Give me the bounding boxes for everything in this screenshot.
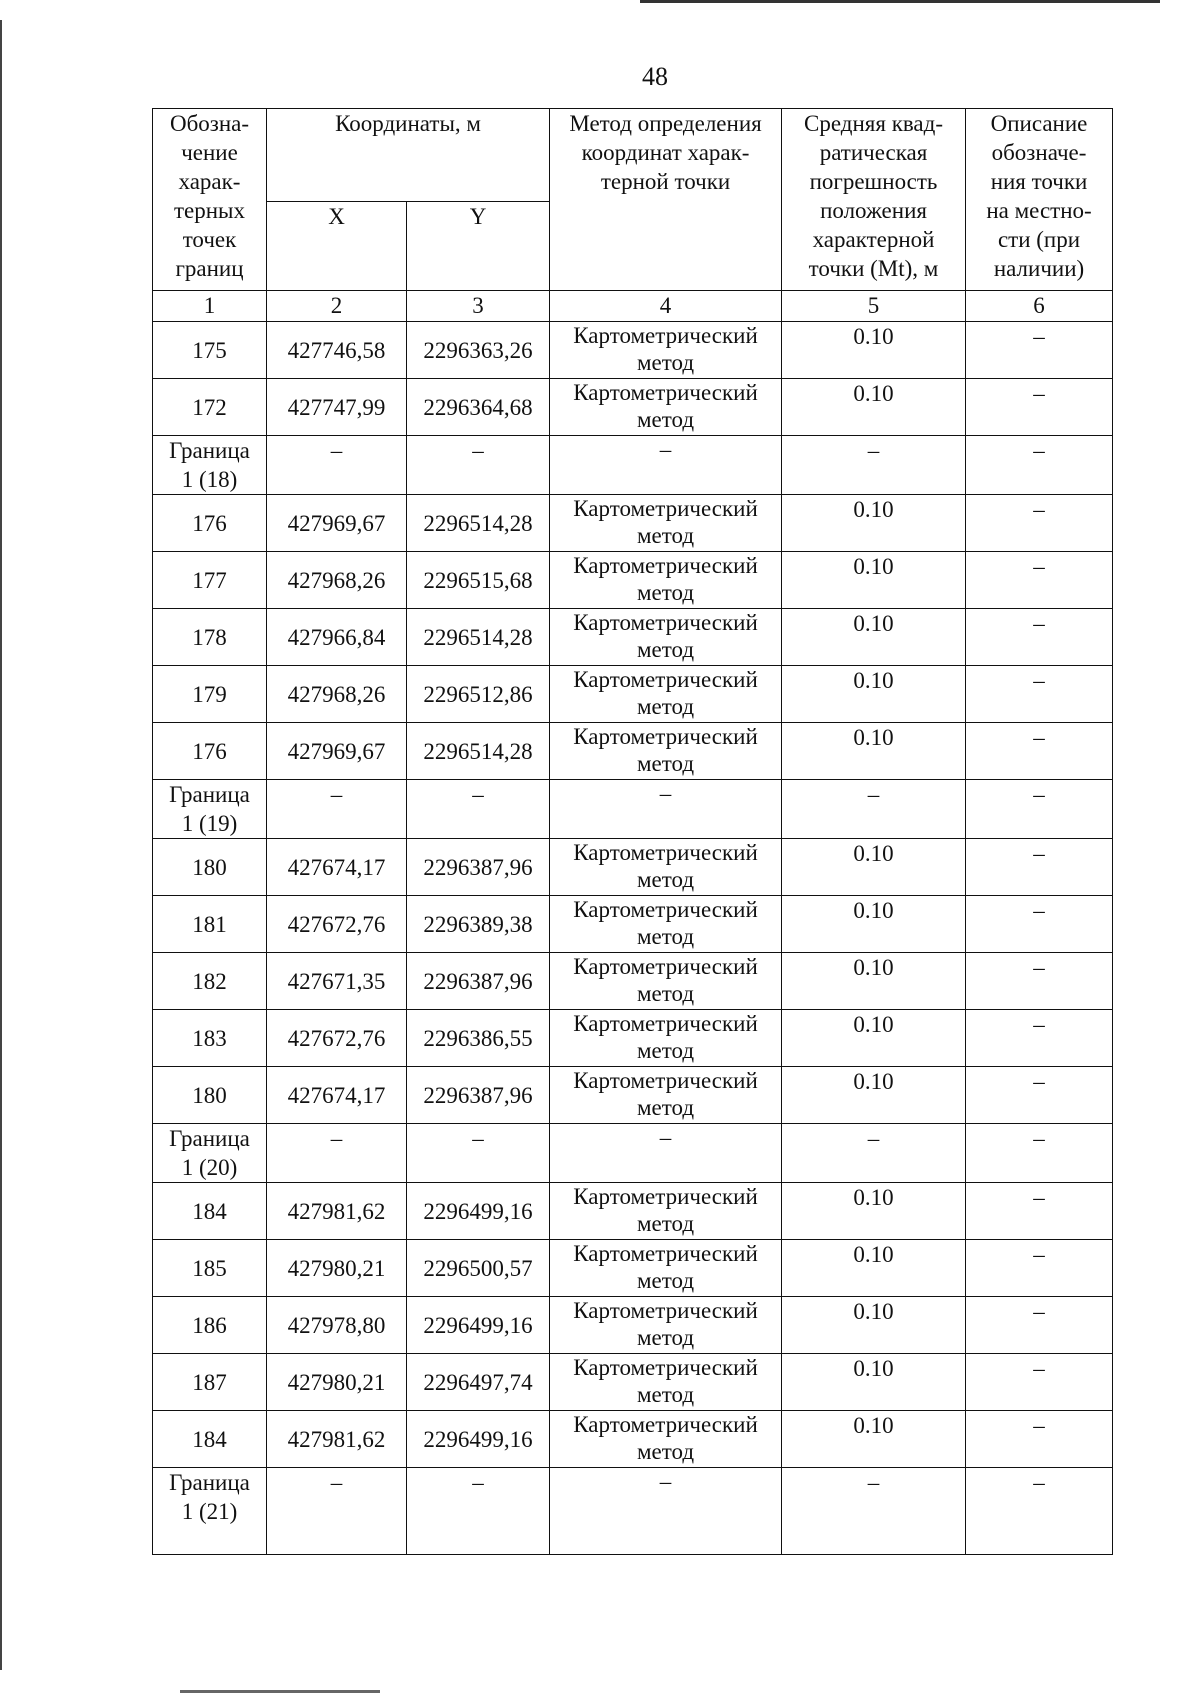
table-row [153, 609, 1113, 666]
point-id-cell: 184 [153, 1183, 267, 1240]
boundary-row [153, 780, 1113, 839]
page-number: 48 [642, 62, 668, 91]
table-row [153, 1010, 1113, 1067]
header-method: Метод определения координат харак- терной точки [550, 109, 782, 291]
point-id-cell: 177 [153, 552, 267, 609]
method-cell: Картометрический метод [550, 1067, 782, 1124]
point-id-cell: 180 [153, 839, 267, 896]
y-coordinate-cell: – [407, 1468, 550, 1555]
mt-cell: 0.10 [782, 1297, 966, 1354]
x-coordinate-cell: 427978,80 [267, 1297, 407, 1354]
description-cell: – [966, 1067, 1113, 1124]
mt-cell: 0.10 [782, 953, 966, 1010]
method-cell: Картометрический метод [550, 1411, 782, 1468]
boundary-row [153, 1468, 1113, 1555]
point-id-cell: Граница 1 (18) [153, 436, 267, 495]
y-coordinate-cell: 2296514,28 [407, 609, 550, 666]
column-number: 4 [550, 291, 782, 322]
y-coordinate-cell: 2296497,74 [407, 1354, 550, 1411]
table-header [153, 109, 1113, 322]
table-row [153, 552, 1113, 609]
mt-cell: 0.10 [782, 896, 966, 953]
x-coordinate-cell: 427980,21 [267, 1354, 407, 1411]
method-cell: Картометрический метод [550, 1240, 782, 1297]
table-row [153, 1067, 1113, 1124]
column-number: 6 [966, 291, 1113, 322]
x-coordinate-cell: 427968,26 [267, 552, 407, 609]
x-coordinate-cell: 427969,67 [267, 495, 407, 552]
y-coordinate-cell: 2296387,96 [407, 1067, 550, 1124]
method-cell: Картометрический метод [550, 1183, 782, 1240]
column-number: 1 [153, 291, 267, 322]
method-cell: – [550, 436, 782, 495]
table-row [153, 495, 1113, 552]
method-cell: – [550, 1124, 782, 1183]
method-cell: – [550, 1468, 782, 1555]
mt-cell: 0.10 [782, 1240, 966, 1297]
y-coordinate-cell: 2296387,96 [407, 953, 550, 1010]
x-coordinate-cell: 427968,26 [267, 666, 407, 723]
description-cell: – [966, 322, 1113, 379]
description-cell: – [966, 839, 1113, 896]
header-y: Y [407, 202, 550, 291]
y-coordinate-cell: 2296499,16 [407, 1411, 550, 1468]
column-number: 3 [407, 291, 550, 322]
description-cell: – [966, 1297, 1113, 1354]
description-cell: – [966, 953, 1113, 1010]
mt-cell: – [782, 436, 966, 495]
y-coordinate-cell: 2296387,96 [407, 839, 550, 896]
mt-cell: 0.10 [782, 322, 966, 379]
mt-cell: 0.10 [782, 1183, 966, 1240]
mt-cell: 0.10 [782, 1010, 966, 1067]
x-coordinate-cell: – [267, 780, 407, 839]
point-id-cell: 183 [153, 1010, 267, 1067]
x-coordinate-cell: – [267, 1468, 407, 1555]
table-row [153, 666, 1113, 723]
x-coordinate-cell: – [267, 1124, 407, 1183]
point-id-cell: 176 [153, 495, 267, 552]
x-coordinate-cell: 427672,76 [267, 896, 407, 953]
table-row [153, 379, 1113, 436]
mt-cell: – [782, 1468, 966, 1555]
y-coordinate-cell: 2296386,55 [407, 1010, 550, 1067]
header-coordinates: Координаты, м [267, 109, 550, 202]
point-id-cell: 176 [153, 723, 267, 780]
method-cell: Картометрический метод [550, 609, 782, 666]
mt-cell: 0.10 [782, 609, 966, 666]
x-coordinate-cell: 427747,99 [267, 379, 407, 436]
table-row [153, 1411, 1113, 1468]
point-id-cell: 185 [153, 1240, 267, 1297]
point-id-cell: Граница 1 (19) [153, 780, 267, 839]
point-id-cell: 179 [153, 666, 267, 723]
header-x: X [267, 202, 407, 291]
mt-cell: – [782, 780, 966, 839]
mt-cell: 0.10 [782, 552, 966, 609]
y-coordinate-cell: – [407, 1124, 550, 1183]
description-cell: – [966, 436, 1113, 495]
table-row [153, 839, 1113, 896]
table-row [153, 896, 1113, 953]
x-coordinate-cell: 427966,84 [267, 609, 407, 666]
table-row [153, 1240, 1113, 1297]
point-id-cell: Граница 1 (21) [153, 1468, 267, 1555]
y-coordinate-cell: 2296363,26 [407, 322, 550, 379]
method-cell: Картометрический метод [550, 1297, 782, 1354]
method-cell: Картометрический метод [550, 839, 782, 896]
point-id-cell: 187 [153, 1354, 267, 1411]
method-cell: Картометрический метод [550, 379, 782, 436]
mt-cell: 0.10 [782, 1354, 966, 1411]
description-cell: – [966, 1411, 1113, 1468]
table-row [153, 1183, 1113, 1240]
method-cell: Картометрический метод [550, 322, 782, 379]
table-row [153, 1354, 1113, 1411]
y-coordinate-cell: 2296512,86 [407, 666, 550, 723]
table-row [153, 953, 1113, 1010]
description-cell: – [966, 1468, 1113, 1555]
description-cell: – [966, 1124, 1113, 1183]
header-point-designation: Обозна- чение харак- терных точек границ [153, 109, 267, 291]
x-coordinate-cell: 427672,76 [267, 1010, 407, 1067]
x-coordinate-cell: 427674,17 [267, 1067, 407, 1124]
table-row [153, 1297, 1113, 1354]
mt-cell: 0.10 [782, 723, 966, 780]
y-coordinate-cell: – [407, 436, 550, 495]
column-number: 2 [267, 291, 407, 322]
x-coordinate-cell: 427981,62 [267, 1183, 407, 1240]
y-coordinate-cell: 2296514,28 [407, 723, 550, 780]
description-cell: – [966, 780, 1113, 839]
mt-cell: 0.10 [782, 839, 966, 896]
y-coordinate-cell: 2296500,57 [407, 1240, 550, 1297]
y-coordinate-cell: 2296499,16 [407, 1297, 550, 1354]
point-id-cell: 181 [153, 896, 267, 953]
description-cell: – [966, 666, 1113, 723]
point-id-cell: Граница 1 (20) [153, 1124, 267, 1183]
column-number: 5 [782, 291, 966, 322]
description-cell: – [966, 896, 1113, 953]
y-coordinate-cell: 2296514,28 [407, 495, 550, 552]
header-description: Описание обозначе- ния точки на местно- сти (при наличии) [966, 109, 1113, 291]
point-id-cell: 182 [153, 953, 267, 1010]
method-cell: Картометрический метод [550, 723, 782, 780]
y-coordinate-cell: – [407, 780, 550, 839]
x-coordinate-cell: 427981,62 [267, 1411, 407, 1468]
method-cell: Картометрический метод [550, 1354, 782, 1411]
header-mean-square-error: Средняя квад- ратическая погрешность положения характерной точки (Mt), м [782, 109, 966, 291]
point-id-cell: 180 [153, 1067, 267, 1124]
mt-cell: 0.10 [782, 1067, 966, 1124]
description-cell: – [966, 1010, 1113, 1067]
description-cell: – [966, 1183, 1113, 1240]
mt-cell: 0.10 [782, 379, 966, 436]
x-coordinate-cell: 427674,17 [267, 839, 407, 896]
coordinates-table [152, 108, 1113, 1555]
scan-edge-left [0, 20, 2, 1670]
y-coordinate-cell: 2296364,68 [407, 379, 550, 436]
description-cell: – [966, 379, 1113, 436]
x-coordinate-cell: 427746,58 [267, 322, 407, 379]
mt-cell: – [782, 1124, 966, 1183]
description-cell: – [966, 609, 1113, 666]
point-id-cell: 184 [153, 1411, 267, 1468]
table-row [153, 322, 1113, 379]
description-cell: – [966, 1240, 1113, 1297]
point-id-cell: 186 [153, 1297, 267, 1354]
description-cell: – [966, 495, 1113, 552]
mt-cell: 0.10 [782, 666, 966, 723]
x-coordinate-cell: 427969,67 [267, 723, 407, 780]
point-id-cell: 172 [153, 379, 267, 436]
description-cell: – [966, 1354, 1113, 1411]
x-coordinate-cell: – [267, 436, 407, 495]
y-coordinate-cell: 2296515,68 [407, 552, 550, 609]
y-coordinate-cell: 2296389,38 [407, 896, 550, 953]
method-cell: Картометрический метод [550, 1010, 782, 1067]
method-cell: Картометрический метод [550, 495, 782, 552]
scan-edge-bottom [180, 1690, 380, 1693]
boundary-row [153, 1124, 1113, 1183]
x-coordinate-cell: 427980,21 [267, 1240, 407, 1297]
column-numbers-row [153, 291, 1113, 322]
method-cell: Картометрический метод [550, 953, 782, 1010]
point-id-cell: 175 [153, 322, 267, 379]
method-cell: – [550, 780, 782, 839]
description-cell: – [966, 552, 1113, 609]
boundary-row [153, 436, 1113, 495]
point-id-cell: 178 [153, 609, 267, 666]
method-cell: Картометрический метод [550, 896, 782, 953]
scan-edge-top [640, 0, 1160, 3]
method-cell: Картометрический метод [550, 552, 782, 609]
table-row [153, 723, 1113, 780]
y-coordinate-cell: 2296499,16 [407, 1183, 550, 1240]
description-cell: – [966, 723, 1113, 780]
x-coordinate-cell: 427671,35 [267, 953, 407, 1010]
mt-cell: 0.10 [782, 495, 966, 552]
table-body [153, 322, 1113, 1555]
method-cell: Картометрический метод [550, 666, 782, 723]
mt-cell: 0.10 [782, 1411, 966, 1468]
